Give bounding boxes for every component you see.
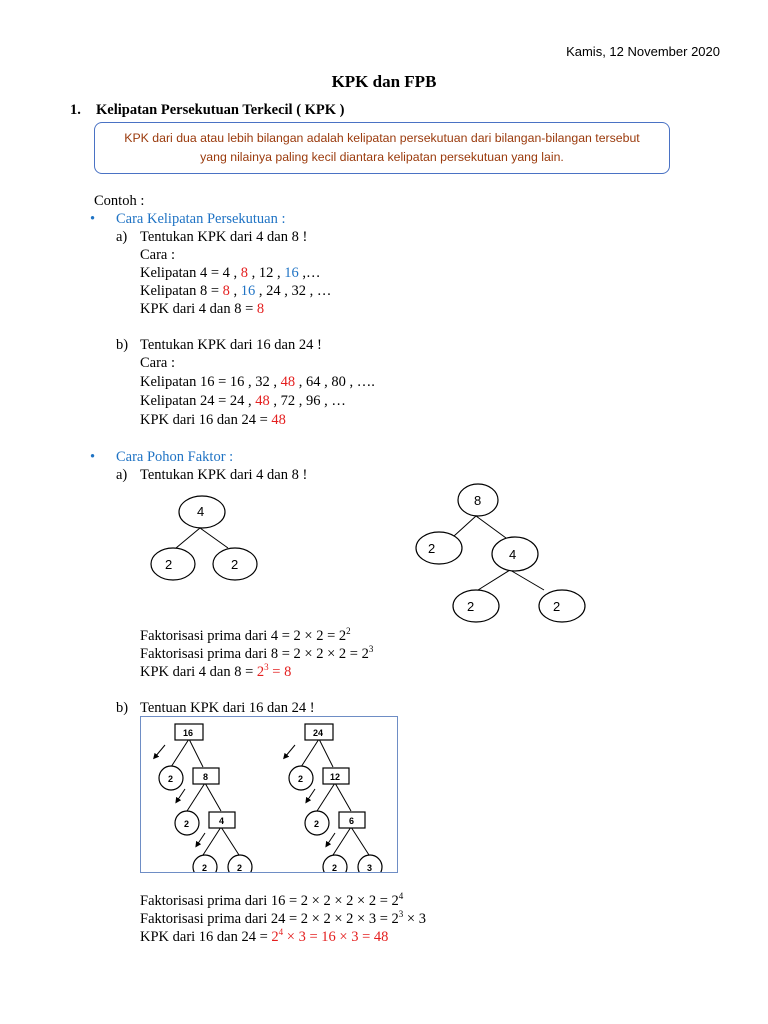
text: Faktorisasi prima dari 16 = 2 × 2 × 2 × 2 = 2 <box>140 893 399 909</box>
item-2b-label: b) <box>116 700 129 716</box>
node-label: 2 <box>298 774 304 784</box>
highlight-red: 48 <box>280 374 296 390</box>
bullet-pohon-faktor-text: Cara Pohon Faktor : <box>116 449 234 465</box>
text: , 64 , 80 , …. <box>295 374 375 390</box>
multiples-of-8 <box>140 282 331 300</box>
item-b-label: b) <box>116 337 129 353</box>
document-title: KPK dan FPB <box>331 72 437 91</box>
answer: 48 <box>271 412 286 428</box>
answer <box>257 664 291 680</box>
bullet-pohon-faktor <box>92 448 233 466</box>
node-label: 2 <box>553 599 561 614</box>
highlight-blue: 16 <box>284 265 299 281</box>
highlight-red: 48 <box>255 393 270 409</box>
contoh-label: Contoh : <box>94 193 145 209</box>
bullet-kelipatan <box>92 210 286 228</box>
node-label: 2 <box>165 557 173 572</box>
item-a-label: a) <box>116 229 128 245</box>
node-label: 6 <box>349 816 355 826</box>
highlight-red: 8 <box>222 283 230 299</box>
tree-16 <box>155 724 252 872</box>
exponent: 3 <box>368 644 374 655</box>
value: × 3 = 16 × 3 = 48 <box>283 929 389 945</box>
multiples-of-16 <box>140 373 375 391</box>
text: Faktorisasi prima dari 8 = 2 × 2 × 2 = 2 <box>140 646 369 662</box>
text: Kelipatan 24 = 24 , <box>140 393 256 409</box>
node-label: 4 <box>509 547 517 562</box>
text: Faktorisasi prima dari 4 = 2 × 2 = 2 <box>140 628 347 644</box>
exponent: 2 <box>346 626 351 637</box>
factorization-8 <box>140 645 373 663</box>
text: ,… <box>298 265 321 281</box>
factor-tree-4 <box>148 492 278 592</box>
text: × 3 <box>403 911 426 927</box>
node-label: 2 <box>231 557 239 572</box>
node-label: 2 <box>332 863 338 872</box>
factor-trees-16-24 <box>141 717 397 872</box>
item-2a-label: a) <box>116 467 128 483</box>
exponent: 3 <box>398 909 404 920</box>
text: Kelipatan 8 = <box>140 283 223 299</box>
bullet-kelipatan-text: Cara Kelipatan Persekutuan : <box>116 211 286 227</box>
base: 2 <box>256 664 265 680</box>
result-2a <box>140 663 291 681</box>
node-label: 2 <box>184 819 190 829</box>
text: , 24 , 32 , … <box>255 283 332 299</box>
node-label: 12 <box>330 772 341 782</box>
factorization-16 <box>140 892 403 910</box>
multiples-of-4 <box>140 264 321 282</box>
item-b-cara: Cara : <box>140 355 176 371</box>
factorization-4 <box>140 627 351 645</box>
highlight-red: 8 <box>240 265 249 281</box>
node-label: 2 <box>314 819 320 829</box>
answer: 8 <box>256 301 265 317</box>
node-circle <box>539 590 585 622</box>
node-label: 8 <box>474 493 482 508</box>
exponent: 4 <box>278 927 284 938</box>
text: , 72 , 96 , … <box>269 393 346 409</box>
text: , 12 , <box>248 265 285 281</box>
text: KPK dari 4 dan 8 = <box>140 301 257 317</box>
text: KPK dari 16 dan 24 = <box>140 412 272 428</box>
text: Faktorisasi prima dari 24 = 2 × 2 × 2 × 3 = 2 <box>140 911 399 927</box>
section-number: 1. <box>70 102 81 118</box>
item-b-question: Tentukan KPK dari 16 dan 24 ! <box>140 337 322 353</box>
multiples-of-24 <box>140 392 346 410</box>
node-label: 16 <box>183 728 194 738</box>
node-label: 2 <box>428 541 436 556</box>
node-circle <box>151 548 195 580</box>
text: KPK dari 16 dan 24 = <box>140 929 272 945</box>
exponent: 4 <box>398 891 404 902</box>
node-label: 3 <box>367 863 373 872</box>
definition-box <box>94 122 670 174</box>
value: = 8 <box>268 664 292 680</box>
item-2b-question: Tentuan KPK dari 16 dan 24 ! <box>140 700 315 716</box>
node-circle <box>453 590 499 622</box>
node-label: 4 <box>197 504 205 519</box>
text: , <box>229 283 241 299</box>
node-label: 24 <box>313 728 324 738</box>
item-2a-question: Tentukan KPK dari 4 dan 8 ! <box>140 467 308 483</box>
item-a-cara: Cara : <box>140 247 176 263</box>
document-date: Kamis, 12 November 2020 <box>566 44 720 59</box>
node-label: 4 <box>219 816 225 826</box>
definition-line-1: KPK dari dua atau lebih bilangan adalah kelipatan persekutuan dari bilangan-bilangan tersebut <box>124 131 640 145</box>
factorization-24 <box>140 910 426 928</box>
text: Kelipatan 4 = 4 , <box>140 265 241 281</box>
result-b <box>140 411 286 429</box>
tree-24 <box>285 724 382 872</box>
node-label: 2 <box>467 599 475 614</box>
node-label: 8 <box>203 772 209 782</box>
item-a-question: Tentukan KPK dari 4 dan 8 ! <box>140 229 308 245</box>
text: KPK dari 4 dan 8 = <box>140 664 257 680</box>
section-heading-text: Kelipatan Persekutuan Terkecil ( KPK ) <box>96 102 345 118</box>
node-label: 2 <box>202 863 208 872</box>
definition-line-2: yang nilainya paling kecil diantara kelipatan persekutuan yang lain. <box>200 150 564 164</box>
section-heading <box>70 102 345 119</box>
factor-trees-figure <box>140 716 398 873</box>
result-2b <box>140 928 388 946</box>
answer <box>271 929 388 945</box>
node-label: 2 <box>168 774 174 784</box>
highlight-blue: 16 <box>240 283 256 299</box>
node-circle <box>416 532 462 564</box>
exponent: 3 <box>264 662 269 673</box>
factor-tree-8 <box>410 480 590 626</box>
result-a <box>140 300 264 318</box>
node-label: 2 <box>237 863 243 872</box>
base: 2 <box>271 929 279 945</box>
text: Kelipatan 16 = 16 , 32 , <box>140 374 281 390</box>
